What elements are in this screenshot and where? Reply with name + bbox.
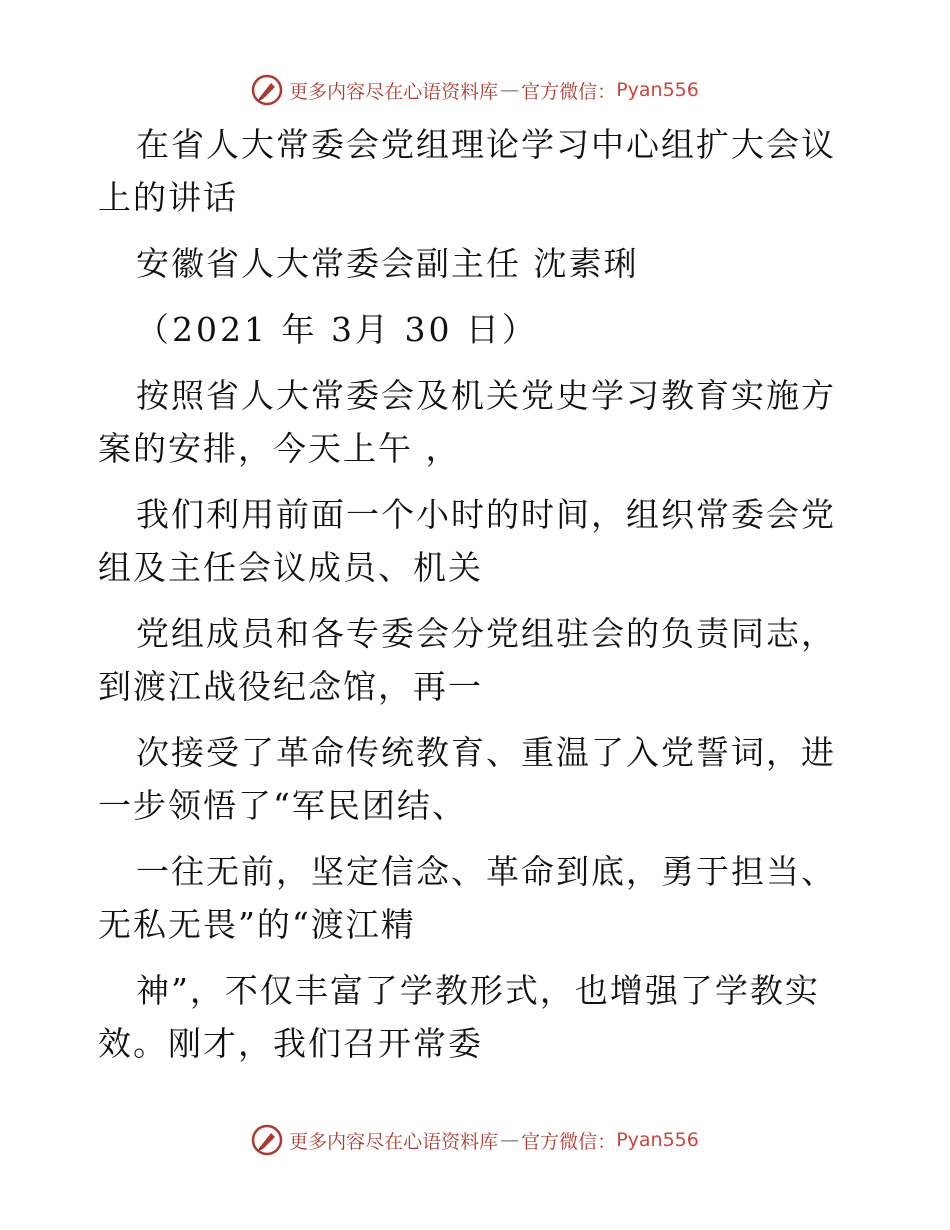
pen-nib-logo-icon <box>251 74 283 106</box>
header-watermark <box>0 70 950 110</box>
pen-nib-logo-icon <box>251 1124 283 1156</box>
speaker-line: 安徽省人大常委会副主任 沈素琍 <box>136 244 639 283</box>
body-paragraph: 按照省人大常委会及机关党史学习教育实施方案的安排，今天上午 ， <box>98 376 836 468</box>
body-paragraph: 我们利用前面一个小时的时间，组织常委会党组及主任会议成员、机关 <box>98 495 836 587</box>
watermark-main-text: 更多内容尽在心语资料库 <box>289 1130 499 1153</box>
body-paragraph: 党组成员和各专委会分党组驻会的负责同志，到渡江战役纪念馆，再一 <box>98 614 836 706</box>
watermark-separator: — <box>500 79 520 101</box>
document-body <box>98 118 858 1083</box>
document-title: 在省人大常委会党组理论学习中心组扩大会议上的讲话 <box>98 125 836 217</box>
watermark-separator: — <box>500 1129 520 1151</box>
watermark-wechat-id: Pyan556 <box>616 79 699 101</box>
body-paragraph: 神”，不仅丰富了学教形式，也增强了学教实效。刚才，我们召开常委 <box>98 971 820 1063</box>
watermark-wechat-label: 官方微信： <box>521 80 617 103</box>
watermark-wechat-label: 官方微信： <box>521 1130 617 1153</box>
watermark-wechat-id: Pyan556 <box>616 1129 699 1151</box>
body-paragraph: 次接受了革命传统教育、重温了入党誓词，进一步领悟了“军民团结、 <box>98 733 836 825</box>
footer-watermark <box>0 1120 950 1160</box>
body-paragraph: 一往无前，坚定信念、革命到底，勇于担当、无私无畏”的“渡江精 <box>98 852 836 944</box>
watermark-main-text: 更多内容尽在心语资料库 <box>289 80 499 103</box>
date-line: （2021 年 3月 30 日） <box>136 310 538 349</box>
